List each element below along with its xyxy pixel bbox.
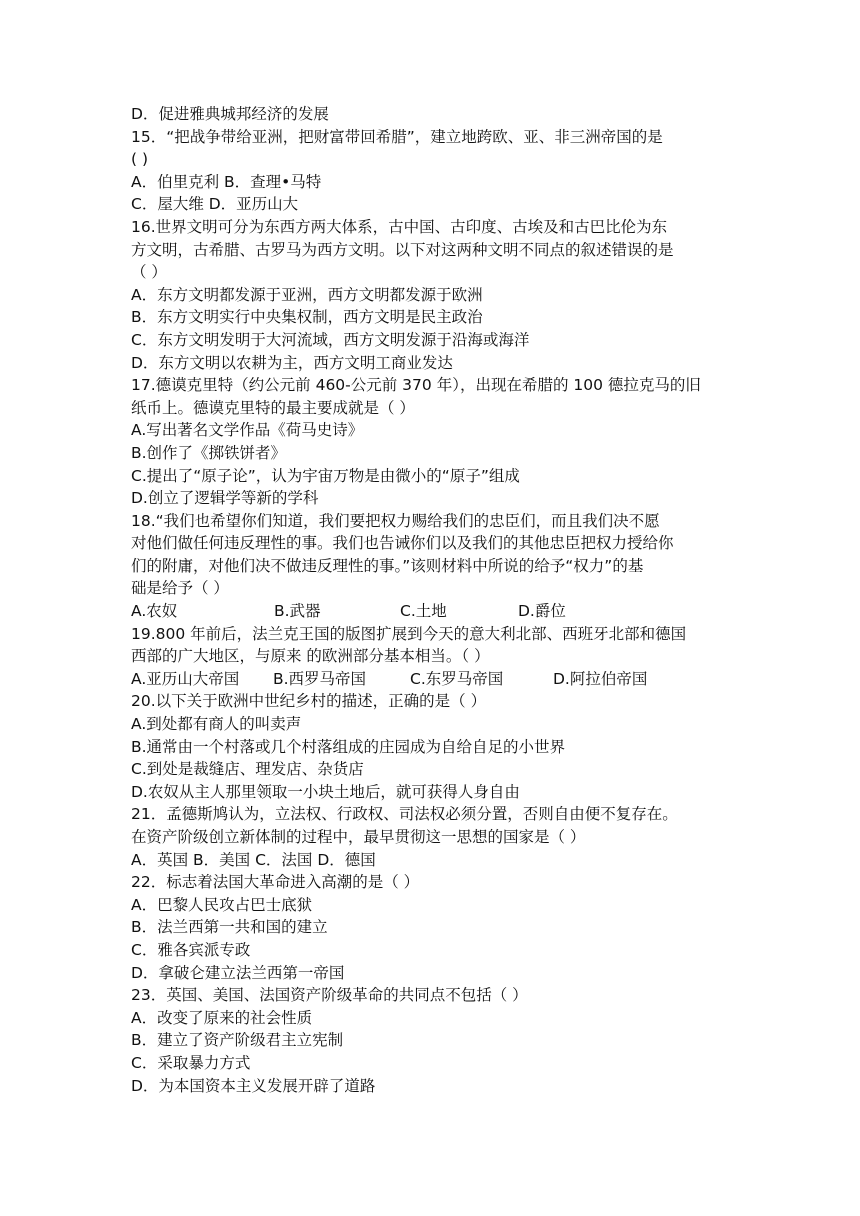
option-b: B．东方文明实行中央集权制，西方文明是民主政治 bbox=[131, 308, 483, 327]
text-line: 对他们做任何违反理性的事。我们也告诫你们以及我们的其他忠臣把权力授给你 bbox=[131, 534, 674, 553]
question-15-stem: 15．“把战争带给亚洲，把财富带回希腊”，建立地跨欧、亚、非三洲帝国的是 bbox=[131, 127, 663, 146]
option-d: D.爵位 bbox=[518, 602, 566, 621]
text-line: （ ） bbox=[131, 263, 167, 282]
option-a: A．改变了原来的社会性质 bbox=[131, 1008, 313, 1027]
option-a: A.写出著名文学作品《荷马史诗》 bbox=[131, 421, 364, 440]
question-15-options-ab: A．伯里克利 B．查理•马特 bbox=[131, 172, 322, 191]
exam-page bbox=[131, 103, 731, 1097]
question-21-stem: 21．孟德斯鸠认为，立法权、行政权、司法权必须分置，否则自由便不复存在。 bbox=[131, 805, 678, 824]
option-d: D.创立了逻辑学等新的学科 bbox=[131, 489, 319, 508]
option-b: B.创作了《掷铁饼者》 bbox=[131, 443, 287, 462]
option-b: B．建立了资产阶级君主立宪制 bbox=[131, 1031, 344, 1050]
question-18-options bbox=[131, 600, 731, 623]
option-b: B．法兰西第一共和国的建立 bbox=[131, 918, 328, 937]
option-a: A.到处都有商人的叫卖声 bbox=[131, 715, 302, 734]
option-a: A.农奴 bbox=[131, 602, 178, 621]
question-17-stem: 17.德谟克里特（约公元前 460-公元前 370 年），出现在希腊的 100 德拉克马的旧 bbox=[131, 376, 701, 395]
option-b: B.西罗马帝国 bbox=[273, 669, 367, 688]
question-20-stem: 20.以下关于欧洲中世纪乡村的描述，正确的是（ ） bbox=[131, 692, 487, 711]
option-d: D．为本国资本主义发展开辟了道路 bbox=[131, 1076, 376, 1095]
option-a: A．东方文明都发源于亚洲，西方文明都发源于欧洲 bbox=[131, 285, 483, 304]
option-b: B.武器 bbox=[274, 602, 321, 621]
text-line: 们的附庸，对他们决不做违反理性的事。”该则材料中所说的给予“权力”的基 bbox=[131, 556, 644, 575]
option-d: D.阿拉伯帝国 bbox=[553, 669, 648, 688]
text-line: 方文明，古希腊、古罗马为西方文明。以下对这两种文明不同点的叙述错误的是 bbox=[131, 240, 674, 259]
option-c: C.东罗马帝国 bbox=[410, 669, 504, 688]
question-18-stem: 18.“我们也希望你们知道，我们要把权力赐给我们的忠臣们，而且我们决不愿 bbox=[131, 511, 660, 530]
question-22-stem: 22．标志着法国大革命进入高潮的是（ ） bbox=[131, 873, 420, 892]
question-21-options: A．英国 B．美国 C．法国 D．德国 bbox=[131, 850, 376, 869]
option-c: C．采取暴力方式 bbox=[131, 1053, 251, 1072]
text-line: 在资产阶级创立新体制的过程中，最早贯彻这一思想的国家是（ ） bbox=[131, 828, 586, 846]
option-a: A．巴黎人民攻占巴士底狱 bbox=[131, 895, 313, 914]
option-c: C．东方文明发明于大河流域，西方文明发源于沿海或海洋 bbox=[131, 330, 530, 349]
option-b: B.通常由一个村落或几个村落组成的庄园成为自给自足的小世界 bbox=[131, 737, 566, 756]
option-a: A.亚历山大帝国 bbox=[131, 669, 240, 688]
question-15-options-cd: C．屋大维 D．亚历山大 bbox=[131, 195, 299, 214]
text-line: ( ) bbox=[131, 150, 149, 169]
question-23-stem: 23．英国、美国、法国资产阶级革命的共同点不包括（ ） bbox=[131, 986, 528, 1005]
option-c: C．雅各宾派专政 bbox=[131, 940, 251, 959]
question-19-stem: 19.800 年前后，法兰克王国的版图扩展到今天的意大利北部、西班牙北部和德国 bbox=[131, 624, 687, 643]
option-c: C.土地 bbox=[400, 602, 447, 621]
option-d: D．东方文明以农耕为主，西方文明工商业发达 bbox=[131, 353, 453, 372]
text-line: 础是给予（ ） bbox=[131, 579, 229, 598]
option-d: D.农奴从主人那里领取一小块土地后，就可获得人身自由 bbox=[131, 782, 520, 801]
text-line: 纸币上。德谟克里特的最主要成就是（ ） bbox=[131, 398, 415, 417]
text-line: D．促进雅典城邦经济的发展 bbox=[131, 105, 329, 123]
option-d: D．拿破仑建立法兰西第一帝国 bbox=[131, 963, 345, 982]
option-c: C.到处是裁缝店、理发店、杂货店 bbox=[131, 760, 364, 779]
text-line: 西部的广大地区，与原来 的欧洲部分基本相当。（ ） bbox=[131, 647, 490, 666]
question-19-options bbox=[131, 668, 731, 691]
question-16-stem: 16.世界文明可分为东西方两大体系，古中国、古印度、古埃及和古巴比伦为东 bbox=[131, 217, 668, 236]
option-c: C.提出了“原子论”，认为宇宙万物是由微小的“原子”组成 bbox=[131, 466, 520, 485]
